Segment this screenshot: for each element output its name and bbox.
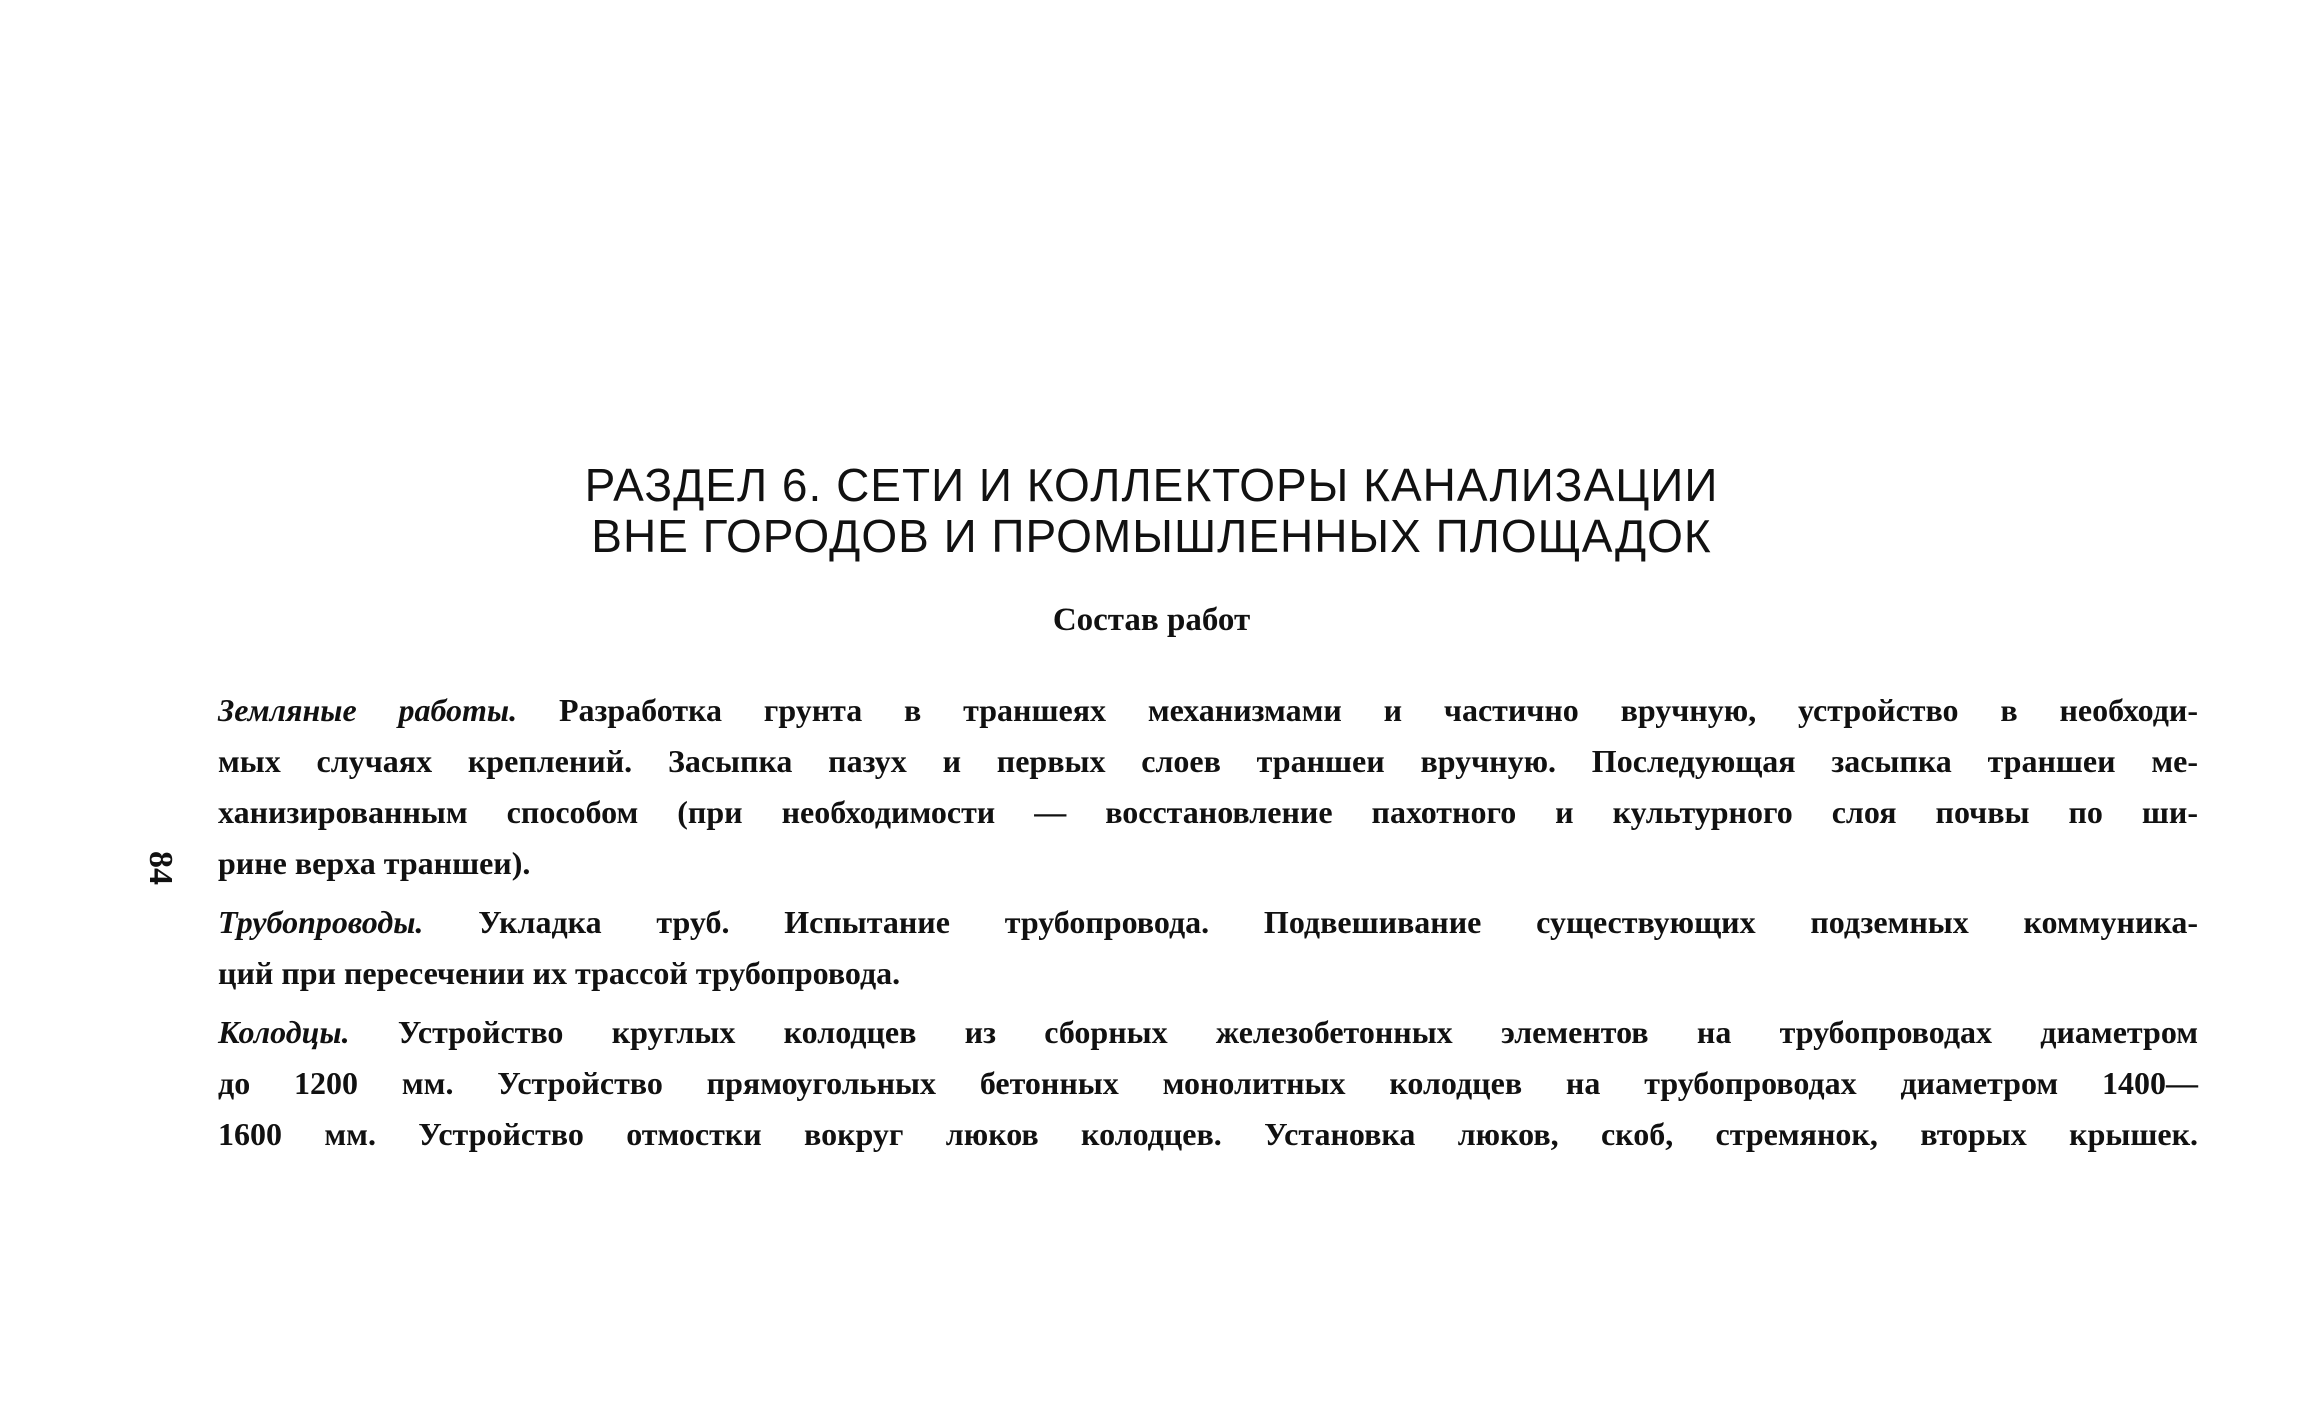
wells-text-1: Устройство круглых колодцев из сборных железобетонных элементов на трубопроводах диаметром — [397, 1014, 2199, 1050]
earthworks-lead: Земляные работы. — [218, 692, 518, 728]
earthworks-line-3: ханизированным способом (при необходимости — восстановление пахотного и культурного слоя почвы по ши- — [218, 794, 2198, 830]
earthworks-line-2: мых случаях креплений. Засыпка пазух и первых слоев траншеи вручную. Последующая засыпка траншеи ме- — [218, 743, 2198, 779]
wells-line-1 — [218, 1012, 2198, 1052]
wells-line-2: до 1200 мм. Устройство прямоугольных бетонных монолитных колодцев на трубопроводах диаметром 1400— — [218, 1065, 2198, 1101]
section-title-line-2: ВНЕ ГОРОДОВ И ПРОМЫШЛЕННЫХ ПЛОЩАДОК — [591, 510, 1712, 562]
wells-line-3: 1600 мм. Устройство отмостки вокруг люков колодцев. Установка люков, скоб, стремянок, вторых крышек. — [218, 1116, 2198, 1152]
earthworks-line-4: рине верха траншеи). — [218, 845, 531, 881]
pipelines-line-2: ций при пересечении их трассой трубопровода. — [218, 955, 901, 991]
section-title-line-1: РАЗДЕЛ 6. СЕТИ И КОЛЛЕКТОРЫ КАНАЛИЗАЦИИ — [584, 459, 1719, 511]
earthworks-line-1 — [218, 690, 2198, 730]
pipelines-lead: Трубопроводы. — [218, 904, 424, 940]
wells-lead: Колодцы. — [218, 1014, 350, 1050]
earthworks-text-1: Разработка грунта в траншеях механизмами и частично вручную, устройство в необходи- — [558, 692, 2199, 728]
pipelines-line-1 — [218, 902, 2198, 942]
section-subtitle: Состав работ — [1052, 602, 1251, 638]
pipelines-text-1: Укладка труб. Испытание трубопровода. Подвешивание существующих подземных коммуника- — [478, 904, 2199, 940]
page-number: 84 — [142, 851, 179, 885]
